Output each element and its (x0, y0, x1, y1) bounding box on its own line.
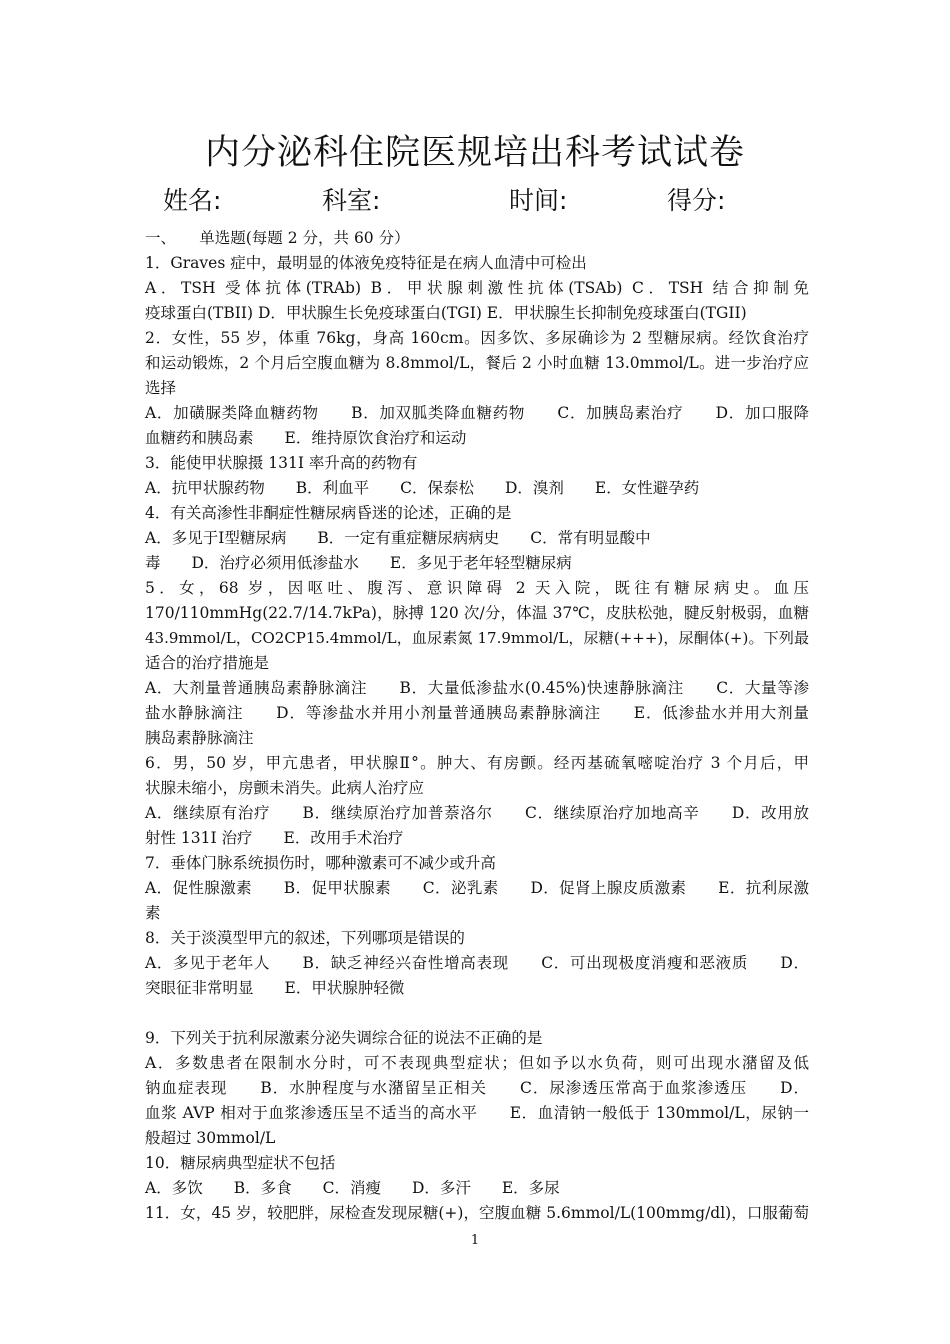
score-field-label: 得分: (667, 186, 726, 215)
question-line: A．继续原有治疗 B．继续原治疗加普萘洛尔 C．继续原治疗加地高辛 D．改用放 (145, 804, 809, 822)
question-line: 11．女，45 岁，较肥胖，尿检查发现尿糖(+)，空腹血糖 5.6mmol/L(100mmg/dl)，口服葡萄 (145, 1204, 809, 1222)
question-line: 毒 D．治疗必须用低渗盐水 E．多见于老年轻型糖尿病 (145, 554, 572, 572)
question-line: 6．男，50 岁，甲亢患者，甲状腺Ⅱ°。肿大、有房颤。经丙基硫氧嘧啶治疗 3 个月后，甲 (145, 754, 809, 772)
page-number: 1 (470, 1233, 480, 1248)
question-line: 血糖药和胰岛素 E．维持原饮食治疗和运动 (145, 429, 467, 447)
question-line: A．大剂量普通胰岛素静脉滴注 B．大量低渗盐水(0.45%)快速静脉滴注 C．大量等渗 (145, 679, 809, 697)
question-line: 素 (145, 904, 161, 922)
question-line: 和运动锻炼，2 个月后空腹血糖为 8.8mmol/L，餐后 2 小时血糖 13.0mmol/L。进一步治疗应 (145, 354, 809, 372)
question-line: 选择 (145, 379, 177, 397)
question-line: A．抗甲状腺药物 B．利血平 C．保泰松 D．溴剂 E．女性避孕药 (145, 479, 700, 497)
blank-line (145, 1001, 809, 1026)
question-line: A．促性腺激素 B．促甲状腺素 C．泌乳素 D．促肾上腺皮质激素 E．抗利尿激 (145, 879, 809, 897)
question-line: A．多见于Ⅰ型糖尿病 B．一定有重症糖尿病病史 C．常有明显酸中 (145, 529, 651, 547)
question-line: 2．女性，55 岁，体重 76kg，身高 160cm。因多饮、多尿确诊为 2 型糖尿病。经饮食治疗 (145, 329, 809, 347)
question-line: 疫球蛋白(TBII) D．甲状腺生长免疫球蛋白(TGI) E．甲状腺生长抑制免疫球蛋白(TGII) (145, 304, 747, 322)
question-line: 突眼征非常明显 E．甲状腺肿轻微 (145, 979, 405, 997)
question-line: 1．Graves 症中，最明显的体液免疫特征是在病人血清中可检出 (145, 254, 587, 272)
question-line: 43.9mmol/L，CO2CP15.4mmol/L，血尿素氮 17.9mmol/L，尿糖(+++)，尿酮体(+)。下列最 (145, 629, 809, 647)
name-field-label: 姓名: (163, 186, 222, 215)
question-line: 适合的治疗措施是 (145, 654, 270, 672)
exam-content (145, 226, 809, 1226)
question-line: A．多数患者在限制水分时，可不表现典型症状；但如予以水负荷，则可出现水潴留及低 (145, 1054, 809, 1072)
examinee-info-row (0, 183, 950, 223)
question-line: 9．下列关于抗利尿激素分泌失调综合征的说法不正确的是 (145, 1029, 543, 1047)
department-field-label: 科室: (322, 186, 381, 215)
section-heading: 一、 单选题(每题 2 分，共 60 分） (145, 229, 410, 247)
question-line: A．多饮 B．多食 C．消瘦 D．多汗 E．多尿 (145, 1179, 560, 1197)
question-line: 7．垂体门脉系统损伤时，哪种激素可不减少或升高 (145, 854, 496, 872)
question-line: A．多见于老年人 B．缺乏神经兴奋性增高表现 C．可出现极度消瘦和恶液质 D． (145, 954, 809, 972)
question-line: 般超过 30mmol/L (145, 1129, 276, 1147)
question-line: 8．关于淡漠型甲亢的叙述，下列哪项是错误的 (145, 929, 465, 947)
question-line: 3．能使甲状腺摄 131I 率升高的药物有 (145, 454, 418, 472)
question-line: 血浆 AVP 相对于血浆渗透压呈不适当的高水平 E．血清钠一般低于 130mmol/L，尿钠一 (145, 1104, 809, 1122)
time-field-label: 时间: (509, 186, 568, 215)
question-line: 射性 131I 治疗 E．改用手术治疗 (145, 829, 404, 847)
question-line: 5．女，68 岁，因呕吐、腹泻、意识障碍 2 天入院，既往有糖尿病史。血压 (145, 579, 809, 597)
question-line: 状腺未缩小，房颤未消失。此病人治疗应 (145, 779, 425, 797)
question-line: A．加磺脲类降血糖药物 B．加双胍类降血糖药物 C．加胰岛素治疗 D．加口服降 (145, 404, 809, 422)
document-title: 内分泌科住院医规培出科考试试卷 (204, 133, 745, 173)
question-line: 170/110mmHg(22.7/14.7kPa)，脉搏 120 次/分，体温 37℃，皮肤松弛，腱反射极弱，血糖 (145, 604, 809, 622)
question-line: 盐水静脉滴注 D．等渗盐水并用小剂量普通胰岛素静脉滴注 E．低渗盐水并用大剂量 (145, 704, 809, 722)
question-line: 4．有关高渗性非酮症性糖尿病昏迷的论述，正确的是 (145, 504, 512, 522)
question-line: A．TSH 受体抗体(TRAb) B．甲状腺刺激性抗体(TSAb) C．TSH 结合抑制免 (145, 279, 809, 297)
question-line: 钠血症表现 B．水肿程度与水潴留呈正相关 C．尿渗透压常高于血浆渗透压 D． (145, 1079, 809, 1097)
question-line: 胰岛素静脉滴注 (145, 729, 254, 747)
question-line: 10．糖尿病典型症状不包括 (145, 1154, 336, 1172)
